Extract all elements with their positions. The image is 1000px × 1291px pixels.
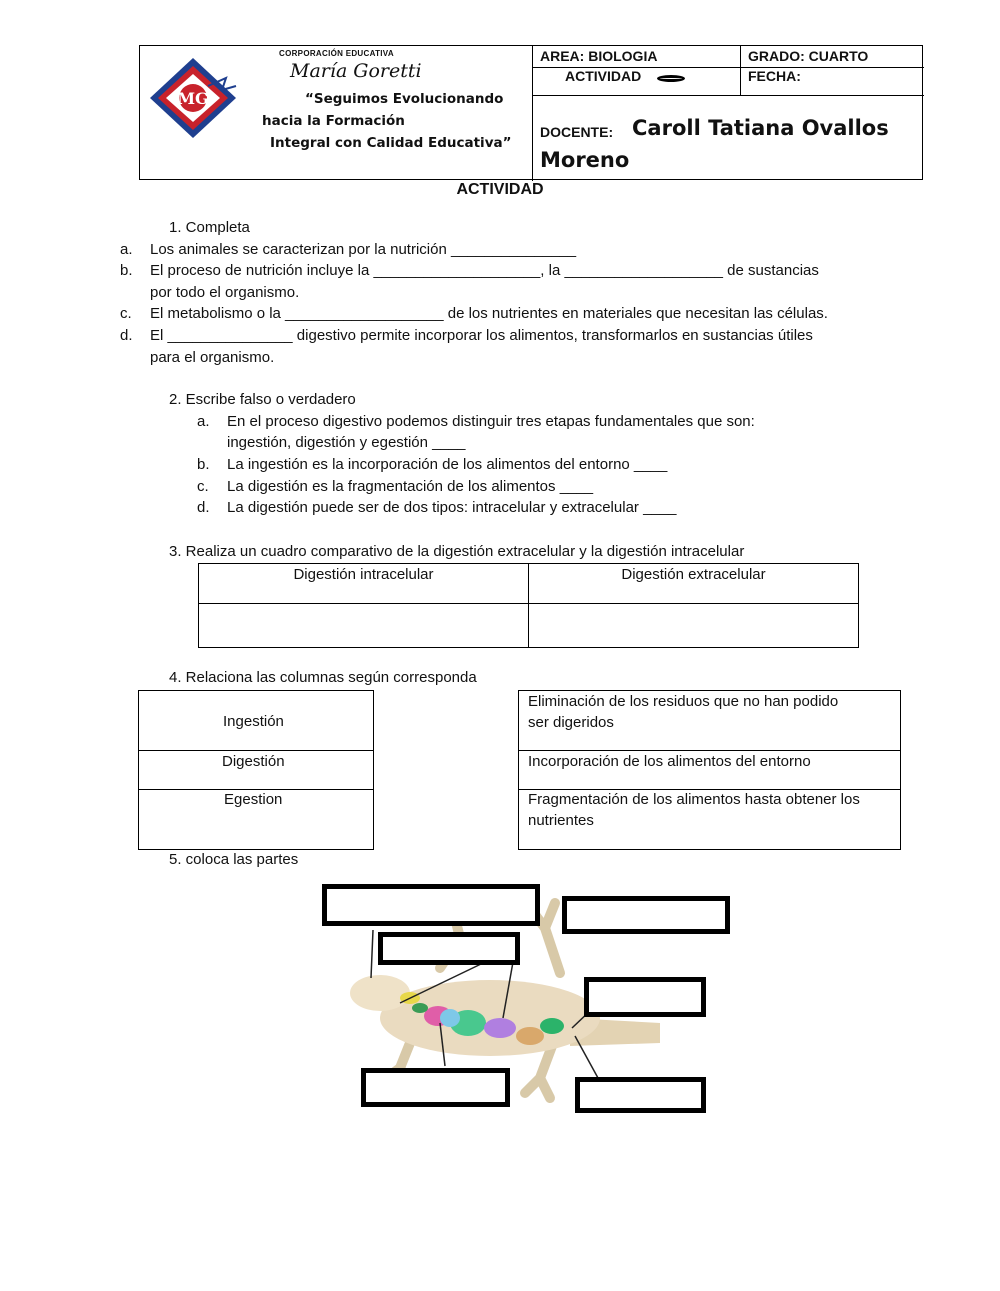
match-left-label: Digestión	[222, 753, 285, 770]
match-left-item[interactable]	[139, 691, 373, 751]
part-label-box[interactable]	[378, 932, 520, 965]
item-marker: b.	[120, 262, 133, 279]
item-marker: b.	[197, 456, 210, 473]
motto-line: hacia la Formación	[262, 113, 405, 129]
teacher-name: Moreno	[540, 148, 630, 172]
corporation-label: CORPORACIÓN EDUCATIVA	[279, 49, 394, 58]
comparison-header: Digestión intracelular	[199, 564, 529, 604]
part-label-box[interactable]	[361, 1068, 510, 1107]
header-divider	[740, 46, 741, 95]
school-name: María Goretti	[290, 60, 422, 82]
question-item: Los animales se caracterizan por la nutrición _______________	[150, 241, 577, 258]
match-right-text: Eliminación de los residuos que no han podido	[528, 693, 839, 710]
item-marker: a.	[120, 241, 133, 258]
match-left-label: Ingestión	[223, 713, 284, 730]
match-left-item[interactable]	[139, 751, 373, 790]
match-right-item[interactable]	[519, 751, 900, 790]
header-table	[139, 45, 923, 180]
page-title: ACTIVIDAD	[456, 181, 544, 198]
motto-line: “Seguimos Evolucionando	[305, 91, 504, 107]
question-item: por todo el organismo.	[150, 284, 300, 301]
question-heading: 5. coloca las partes	[169, 851, 299, 868]
activity-cell: ACTIVIDAD	[565, 68, 642, 84]
match-right-text: Fragmentación de los alimentos hasta obtener los	[528, 791, 860, 808]
comparison-header: Digestión extracelular	[529, 564, 859, 604]
match-left-column	[138, 690, 374, 850]
part-label-box[interactable]	[562, 896, 730, 934]
part-label-box[interactable]	[322, 884, 540, 926]
match-left-label: Egestion	[224, 791, 283, 808]
question-item: La digestión puede ser de dos tipos: intracelular y extracelular ____	[227, 499, 677, 516]
match-right-text: ser digeridos	[528, 714, 614, 731]
question-item: El metabolismo o la ___________________ de los nutrientes en materiales que necesitan las células.	[150, 305, 828, 322]
school-logo	[148, 56, 248, 141]
question-item: El proceso de nutrición incluye la ____________________, la ___________________ de sustancias	[150, 262, 819, 279]
match-right-text: nutrientes	[528, 812, 594, 829]
question-item: ingestión, digestión y egestión ____	[227, 434, 466, 451]
teacher-label: DOCENTE:	[540, 124, 614, 140]
question-heading: 4. Relaciona las columnas según corresponda	[169, 669, 477, 686]
match-right-item[interactable]	[519, 691, 900, 751]
question-heading: 1. Completa	[169, 219, 250, 236]
question-heading: 2. Escribe falso o verdadero	[169, 391, 356, 408]
area-cell: AREA: BIOLOGIA	[540, 48, 658, 64]
comparison-answer-cell[interactable]	[199, 604, 529, 648]
item-marker: d.	[197, 499, 210, 516]
question-item: La ingestión es la incorporación de los alimentos del entorno ____	[227, 456, 668, 473]
part-label-box[interactable]	[575, 1077, 706, 1113]
match-right-column	[518, 690, 901, 850]
question-item: El _______________ digestivo permite incorporar los alimentos, transformarlos en sustancias útiles	[150, 327, 813, 344]
match-right-item[interactable]	[519, 790, 900, 849]
match-right-text: Incorporación de los alimentos del entorno	[528, 753, 811, 770]
date-cell: FECHA:	[748, 68, 801, 84]
question-item: En el proceso digestivo podemos distinguir tres etapas fundamentales que son:	[227, 413, 755, 430]
header-divider	[532, 95, 924, 96]
item-marker: c.	[197, 478, 209, 495]
logo-letters: MG	[177, 89, 209, 108]
question-heading: 3. Realiza un cuadro comparativo de la digestión extracelular y la digestión intracelular	[169, 543, 745, 560]
match-left-item[interactable]	[139, 790, 373, 849]
item-marker: a.	[197, 413, 210, 430]
part-label-box[interactable]	[584, 977, 706, 1017]
item-marker: d.	[120, 327, 133, 344]
activity-number-oval	[657, 75, 685, 82]
motto-line: Integral con Calidad Educativa”	[270, 135, 512, 151]
question-item: para el organismo.	[150, 349, 275, 366]
comparison-answer-cell[interactable]	[529, 604, 859, 648]
comparison-table	[198, 563, 859, 648]
question-item: La digestión es la fragmentación de los alimentos ____	[227, 478, 594, 495]
item-marker: c.	[120, 305, 132, 322]
teacher-name: Caroll Tatiana Ovallos	[632, 116, 889, 140]
grade-cell: GRADO: CUARTO	[748, 48, 869, 64]
